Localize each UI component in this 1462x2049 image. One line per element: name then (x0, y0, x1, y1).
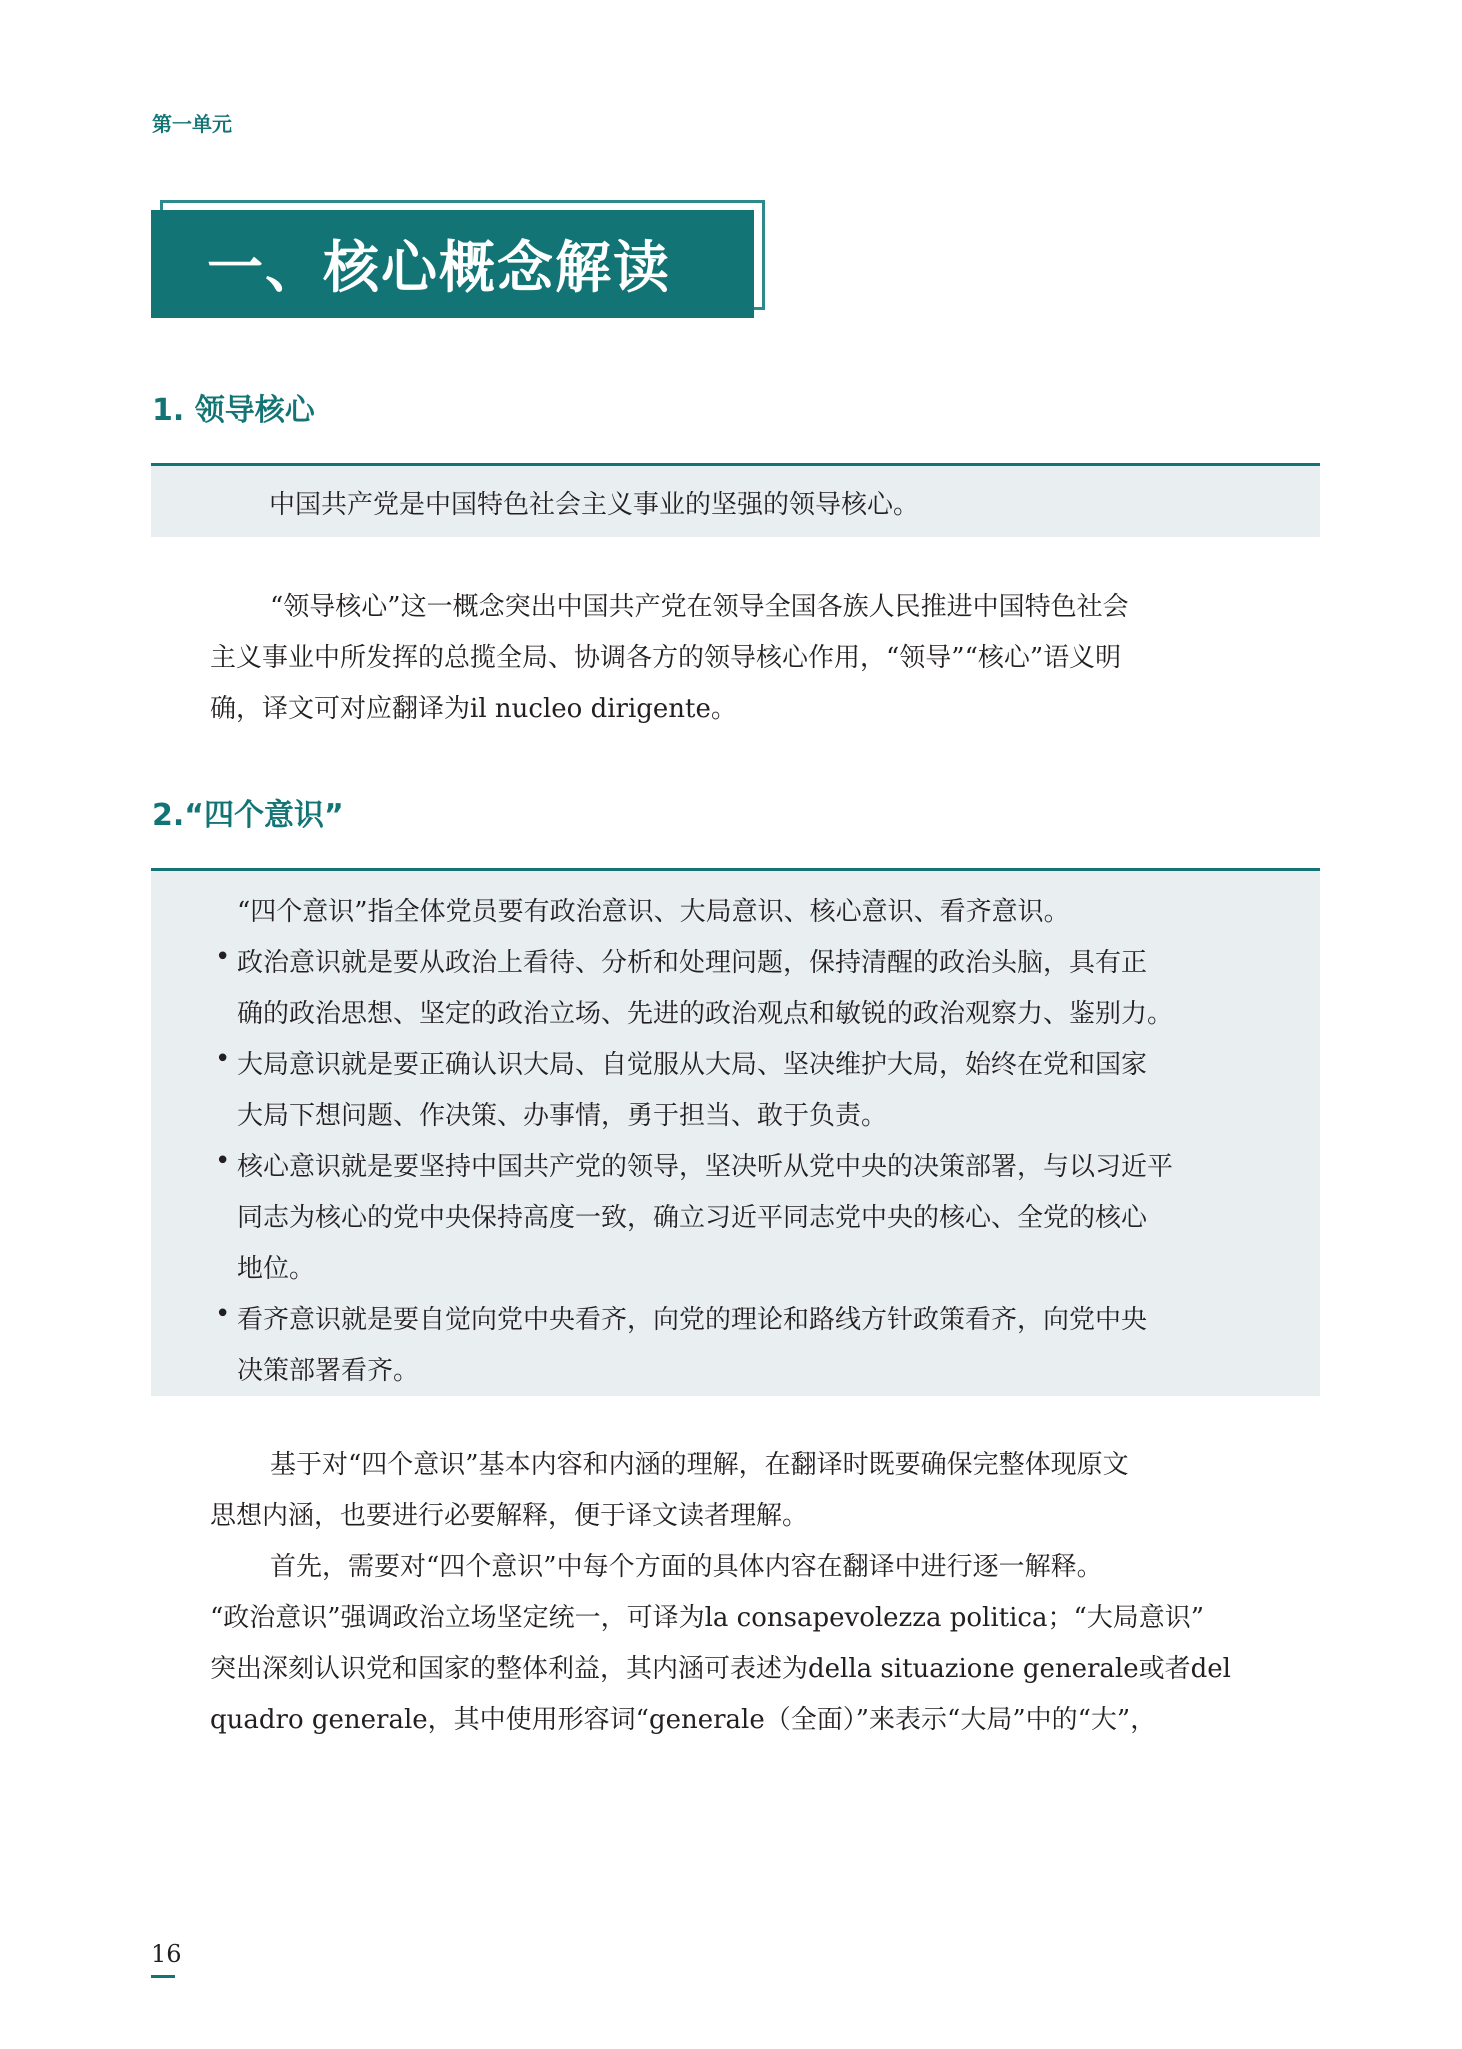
chapter-banner (151, 210, 754, 318)
bullet-line: 核心意识就是要坚持中国共产党的领导，坚决听从党中央的决策部署，与以习近平 (237, 1152, 1174, 1182)
paragraph-line: “领导核心”这一概念突出中国共产党在领导全国各族人民推进中国特色社会 (270, 592, 1129, 622)
bullet-line: 确的政治思想、坚定的政治立场、先进的政治观点和敏锐的政治观察力、鉴别力。 (237, 999, 1174, 1029)
bullet-dot: • (215, 1146, 231, 1176)
section-2-heading: 2.“四个意识” (152, 798, 344, 833)
paragraph-line: 突出深刻认识党和国家的整体利益，其内涵可表述为della situazione generale或者del (210, 1654, 1231, 1684)
bullet-dot: • (215, 942, 231, 972)
paragraph-line: 思想内涵，也要进行必要解释，便于译文读者理解。 (210, 1501, 809, 1531)
section-2-definition-box (151, 868, 1320, 1396)
bullet-line: 大局下想问题、作决策、办事情，勇于担当、敢于负责。 (237, 1101, 888, 1131)
paragraph-line: 确，译文可对应翻译为il nucleo dirigente。 (210, 694, 737, 724)
chapter-title: 一、核心概念解读 (207, 236, 671, 301)
bullet-line: 大局意识就是要正确认识大局、自觉服从大局、坚决维护大局，始终在党和国家 (237, 1050, 1148, 1080)
bullet-dot: • (215, 1299, 231, 1329)
section-1-definition: 中国共产党是中国特色社会主义事业的坚强的领导核心。 (269, 490, 920, 520)
bullet-line: 决策部署看齐。 (237, 1356, 420, 1386)
paragraph-line: 主义事业中所发挥的总揽全局、协调各方的领导核心作用，“领导”“核心”语义明 (210, 643, 1122, 673)
section-1-heading: 1. 领导核心 (152, 393, 315, 428)
paragraph-line: 基于对“四个意识”基本内容和内涵的理解，在翻译时既要确保完整体现原文 (270, 1450, 1129, 1480)
bullet-line: 政治意识就是要从政治上看待、分析和处理问题，保持清醒的政治头脑，具有正 (237, 948, 1148, 978)
paragraph-line: “政治意识”强调政治立场坚定统一，可译为la consapevolezza politica；“大局意识” (210, 1603, 1205, 1633)
page-number: 16 (151, 1940, 182, 1968)
paragraph-line: quadro generale，其中使用形容词“generale（全面）”来表示“大局”中的“大”， (210, 1705, 1157, 1735)
paragraph-line: 首先，需要对“四个意识”中每个方面的具体内容在翻译中进行逐一解释。 (270, 1552, 1103, 1582)
unit-label: 第一单元 (152, 112, 232, 136)
page-number-underline (151, 1975, 175, 1978)
bullet-line: 地位。 (237, 1254, 316, 1284)
bullet-line: 同志为核心的党中央保持高度一致，确立习近平同志党中央的核心、全党的核心 (237, 1203, 1148, 1233)
bullet-line: 看齐意识就是要自觉向党中央看齐，向党的理论和路线方针政策看齐，向党中央 (237, 1305, 1148, 1335)
section-2-intro: “四个意识”指全体党员要有政治意识、大局意识、核心意识、看齐意识。 (237, 897, 1070, 927)
section-1-definition-box (151, 463, 1320, 537)
bullet-dot: • (215, 1044, 231, 1074)
